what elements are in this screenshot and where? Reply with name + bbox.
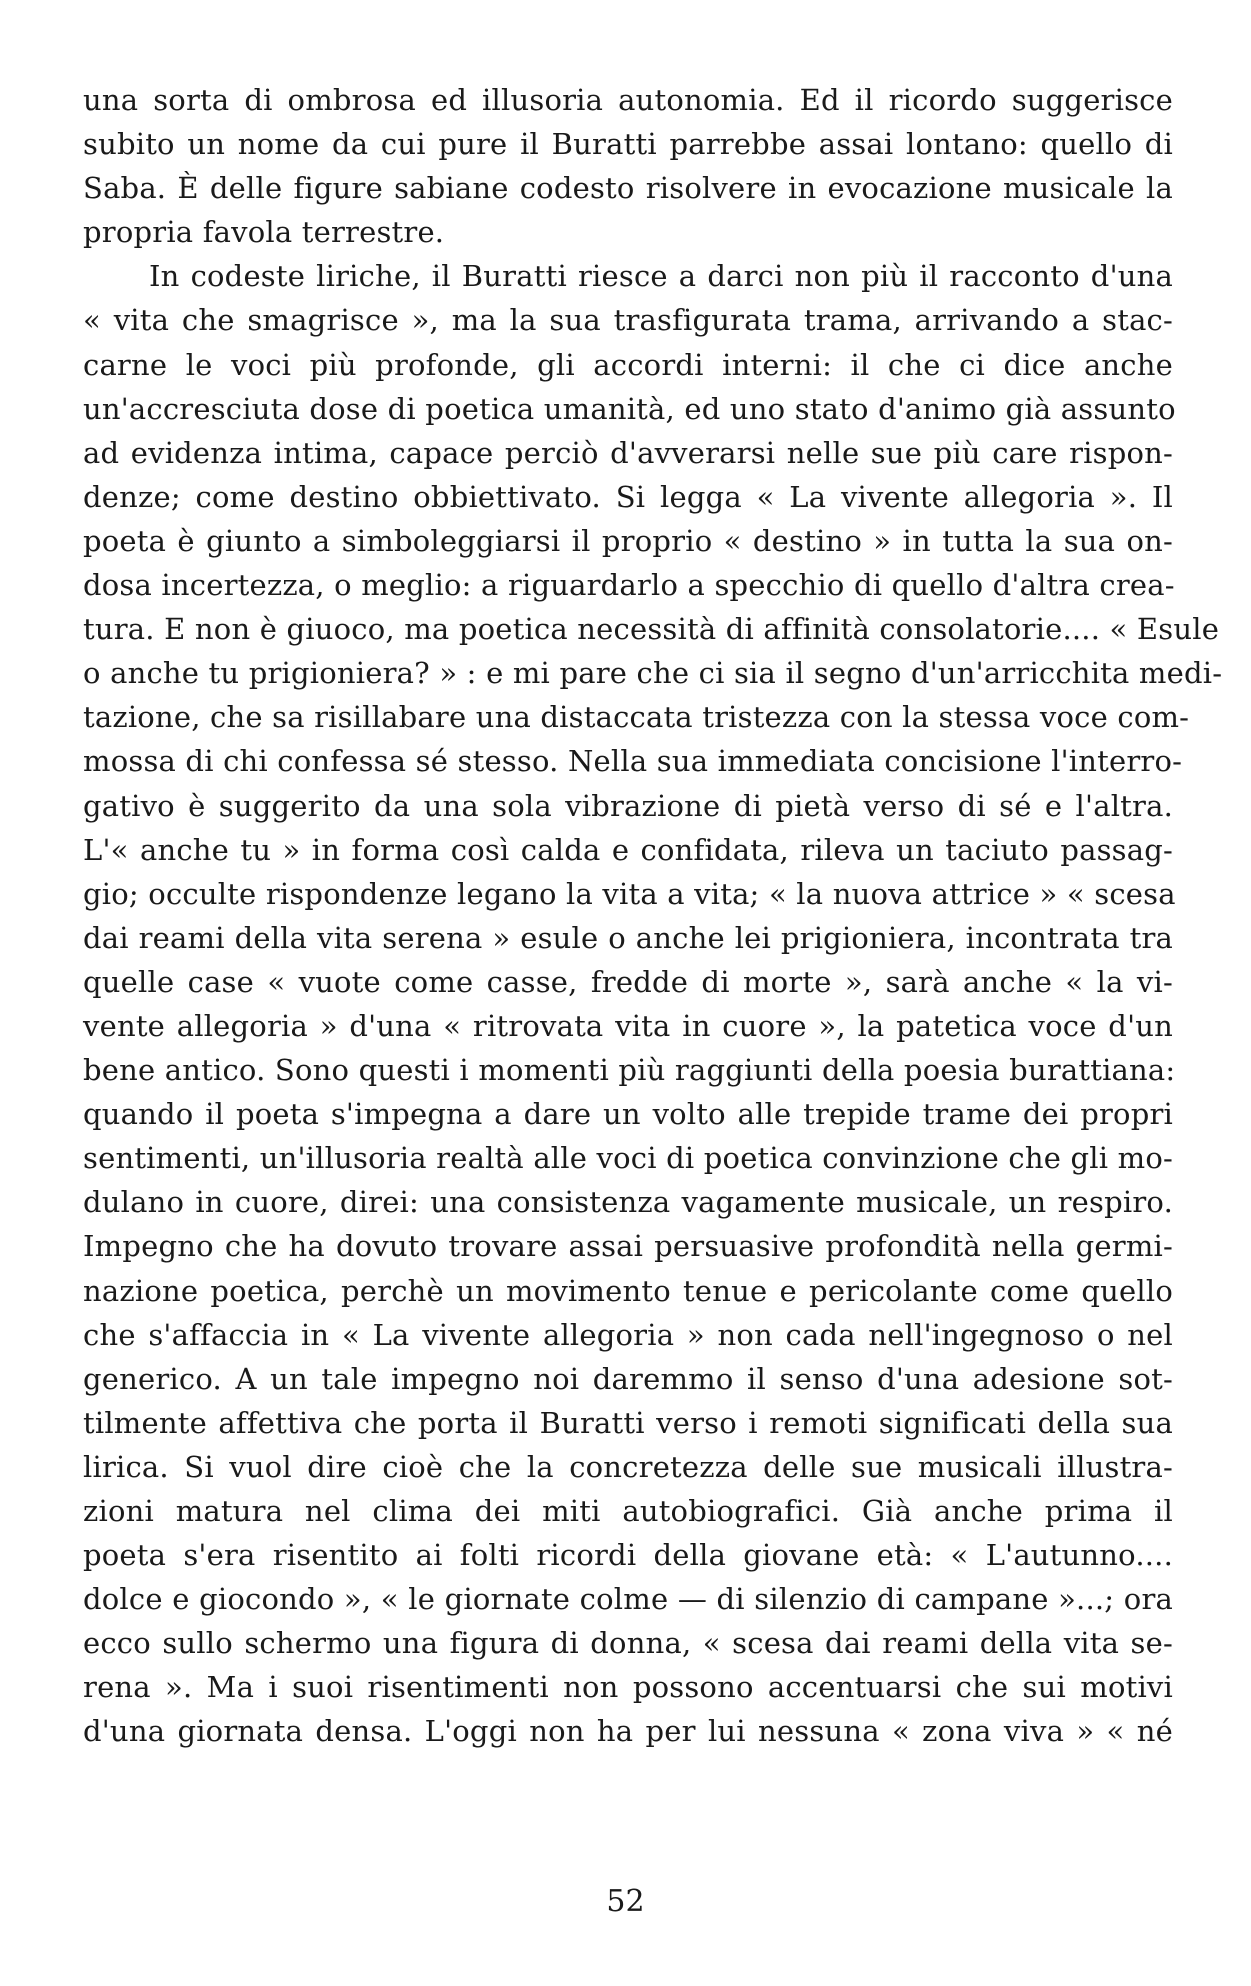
text-line: rena ». Ma i suoi risentimenti non possono accentuarsi che sui motivi bbox=[83, 1670, 1173, 1705]
text-line: L'« anche tu » in forma così calda e confidata, rileva un taciuto passag- bbox=[83, 832, 1173, 867]
text-line: poeta è giunto a simboleggiarsi il proprio « destino » in tutta la sua on- bbox=[83, 523, 1173, 558]
text-line: carne le voci più profonde, gli accordi interni: il che ci dice anche bbox=[83, 347, 1173, 382]
text-line: Saba. È delle figure sabiane codesto risolvere in evocazione musicale la bbox=[83, 171, 1173, 206]
text-line: generico. A un tale impegno noi daremmo il senso d'una adesione sot- bbox=[83, 1361, 1173, 1396]
text-line: propria favola terrestre. bbox=[83, 215, 445, 250]
text-line: Impegno che ha dovuto trovare assai persuasive profondità nella germi- bbox=[83, 1229, 1173, 1264]
text-line: ecco sullo schermo una figura di donna, « scesa dai reami della vita se- bbox=[83, 1626, 1173, 1661]
text-line: lirica. Si vuol dire cioè che la concretezza delle sue musicali illustra- bbox=[83, 1449, 1173, 1484]
text-line: « vita che smagrisce », ma la sua trasfigurata trama, arrivando a stac- bbox=[83, 303, 1173, 338]
text-line: poeta s'era risentito ai folti ricordi della giovane età: « L'autunno.... bbox=[83, 1538, 1173, 1573]
text-line: nazione poetica, perchè un movimento tenue e pericolante come quello bbox=[83, 1273, 1173, 1308]
text-line: gativo è suggerito da una sola vibrazione di pietà verso di sé e l'altra. bbox=[83, 788, 1173, 823]
text-line: d'una giornata densa. L'oggi non ha per lui nessuna « zona viva » « né bbox=[83, 1714, 1173, 1749]
text-line: In codeste liriche, il Buratti riesce a darci non più il racconto d'una bbox=[149, 259, 1173, 294]
text-line: tilmente affettiva che porta il Buratti verso i remoti significati della sua bbox=[83, 1405, 1173, 1440]
text-line: quelle case « vuote come casse, fredde di morte », sarà anche « la vi- bbox=[83, 964, 1173, 999]
text-line: mossa di chi confessa sé stesso. Nella sua immediata concisione l'interro- bbox=[83, 744, 1183, 779]
text-line: subito un nome da cui pure il Buratti parrebbe assai lontano: quello di bbox=[83, 127, 1173, 162]
text-line: dosa incertezza, o meglio: a riguardarlo a specchio di quello d'altra crea- bbox=[83, 568, 1175, 603]
text-line: zioni matura nel clima dei miti autobiografici. Già anche prima il bbox=[83, 1494, 1173, 1528]
text-line: gio; occulte rispondenze legano la vita a vita; « la nuova attrice » « scesa bbox=[83, 876, 1176, 911]
text-line: denze; come destino obbiettivato. Si legga « La vivente allegoria ». Il bbox=[83, 479, 1173, 514]
text-line: dulano in cuore, direi: una consistenza vagamente musicale, un respiro. bbox=[83, 1185, 1173, 1220]
text-line: vente allegoria » d'una « ritrovata vita in cuore », la patetica voce d'un bbox=[83, 1008, 1173, 1043]
text-line: o anche tu prigioniera? » : e mi pare che ci sia il segno d'un'arricchita medi- bbox=[83, 656, 1223, 691]
page-number: 52 bbox=[606, 1884, 645, 1919]
text-line: tura. E non è giuoco, ma poetica necessità di affinità consolatorie.... « Esule bbox=[83, 612, 1220, 647]
text-line: dai reami della vita serena » esule o anche lei prigioniera, incontrata tra bbox=[83, 920, 1173, 955]
text-line: dolce e giocondo », « le giornate colme — di silenzio di campane »...; ora bbox=[83, 1582, 1173, 1617]
text-line: ad evidenza intima, capace perciò d'avverarsi nelle sue più care rispon- bbox=[83, 435, 1173, 470]
text-line: un'accresciuta dose di poetica umanità, ed uno stato d'animo già assunto bbox=[83, 391, 1176, 426]
text-line: che s'affaccia in « La vivente allegoria » non cada nell'ingegnoso o nel bbox=[83, 1317, 1173, 1352]
text-line: tazione, che sa risillabare una distaccata tristezza con la stessa voce com- bbox=[83, 700, 1190, 735]
text-line: bene antico. Sono questi i momenti più raggiunti della poesia burattiana: bbox=[83, 1053, 1176, 1088]
text-line: quando il poeta s'impegna a dare un volto alle trepide trame dei propri bbox=[83, 1097, 1173, 1132]
text-line: una sorta di ombrosa ed illusoria autonomia. Ed il ricordo suggerisce bbox=[83, 83, 1173, 117]
text-line: sentimenti, un'illusoria realtà alle voci di poetica convinzione che gli mo- bbox=[83, 1141, 1174, 1176]
body-text bbox=[83, 78, 1223, 1754]
